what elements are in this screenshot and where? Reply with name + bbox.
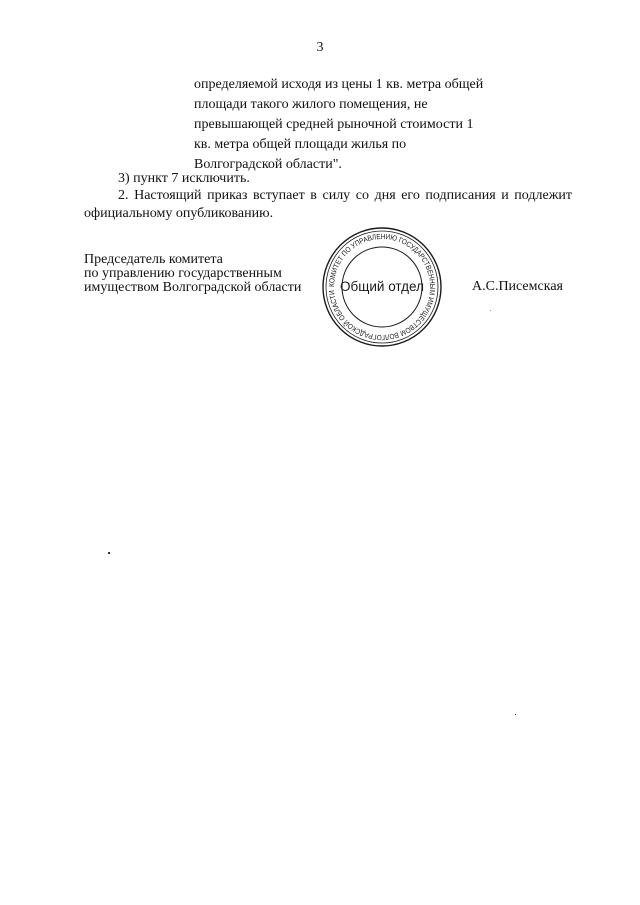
quote-line: площади такого жилого помещения, не	[194, 97, 428, 112]
point-3: 3) пункт 7 исключить.	[118, 171, 250, 186]
quote-line: Волгоградской области".	[194, 157, 342, 172]
scan-speck	[515, 714, 516, 715]
scan-speck	[490, 310, 491, 311]
page-number: 3	[316, 40, 324, 55]
amendment-quote	[194, 75, 554, 175]
signatory-title-line: Председатель комитета	[84, 252, 223, 267]
official-seal-stamp	[320, 225, 444, 349]
signatory-title-line: по управлению государственным	[84, 266, 282, 281]
quote-line: определяемой исходя из цены 1 кв. метра общей	[194, 77, 484, 92]
paragraph-2: 2. Настоящий приказ вступает в силу со дня его подписания и подлежит официальному опубликованию.	[84, 188, 572, 221]
quote-line: кв. метра общей площади жилья по	[194, 137, 407, 152]
seal-center-text: Общий отдел	[340, 279, 424, 294]
signatory-title	[84, 253, 301, 295]
scan-speck	[108, 552, 110, 554]
seal-ring-text: КОМИТЕТ ПО УПРАВЛЕНИЮ ГОСУДАРСТВЕННЫМ ИМУЩЕСТВОМ ВОЛГОГРАДСКОЙ ОБЛАСТИ	[326, 231, 438, 343]
quote-line: превышающей средней рыночной стоимости 1	[194, 117, 474, 132]
signatory-title-line: имуществом Волгоградской области	[84, 280, 302, 295]
signer-name: А.С.Писемская	[472, 279, 563, 294]
